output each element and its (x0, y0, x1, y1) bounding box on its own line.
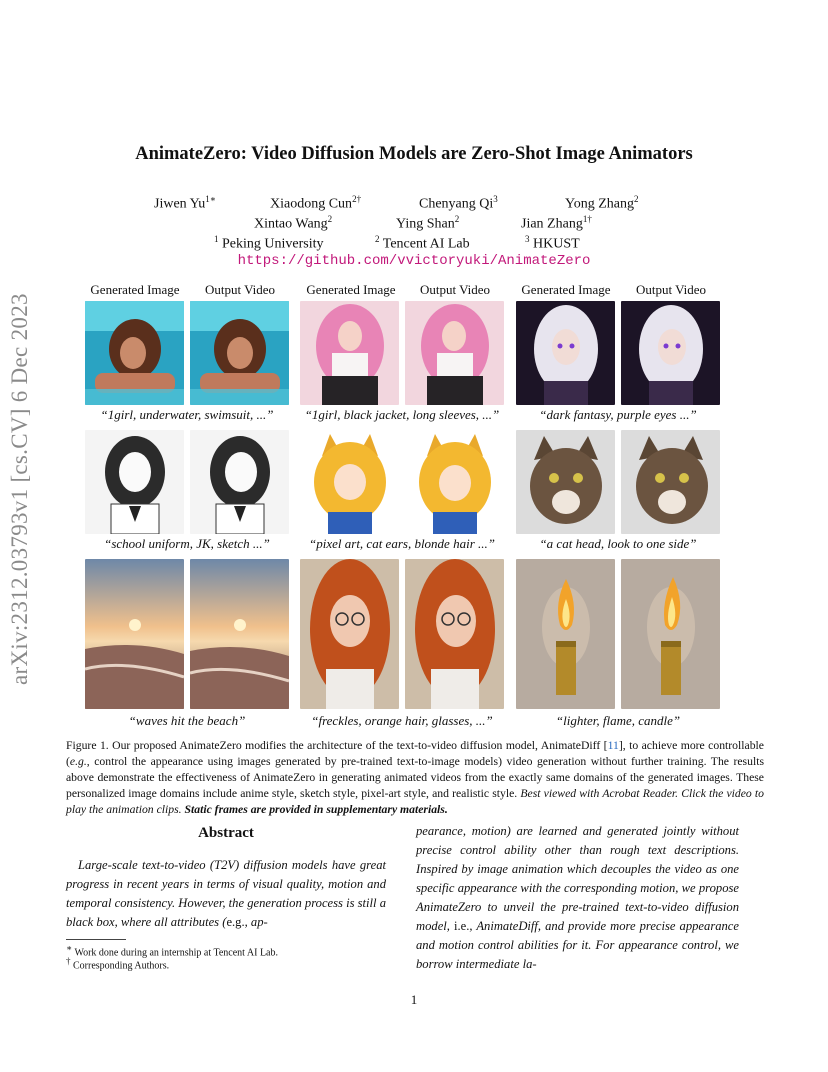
author: Xintao Wang$^2$ (254, 214, 333, 232)
thumbnail-white-hair-fantasy-image (516, 301, 615, 405)
abstract-text-right: pearance, motion) are learned and generated jointly without precise control ability other than rough text descriptions. Inspired by image animation which decouples the video as one specific appearance with the corresponding motion, we propose AnimateZero to unveil the pre-trained text-to-video diffusion model, i.e., AnimateDiff, and provide more precise appearance and motion control abilities for it. For appearance control, we borrow intermediate la- (416, 824, 739, 971)
thumbnail-candle-flame-image (516, 559, 615, 709)
authors-line-2 (0, 214, 828, 234)
column-label-output-video: Output Video (419, 282, 491, 297)
footnote: ∗ Work done during an internship at Tencent AI Lab. (66, 943, 278, 959)
prompt-caption: “a cat head, look to one side” (539, 536, 697, 551)
video-underwater-girl[interactable] (190, 301, 289, 405)
video-white-hair-fantasy[interactable] (621, 301, 720, 405)
video-red-hair-girl[interactable] (405, 559, 504, 709)
thumbnail-cat-head-image (516, 430, 615, 534)
prompt-caption: “pixel art, cat ears, blonde hair ...” (309, 536, 495, 551)
prompt-caption: “lighter, flame, candle” (555, 713, 681, 728)
author: Xiaodong Cun$^{2\dagger}$ (270, 194, 362, 212)
figure-caption: Figure 1. Our proposed AnimateZero modifies the architecture of the text-to-video diffusion model, AnimateDiff [11], to achieve more controllable (e.g., control the appearance using images generated by pre-trained text-to-image models) video generation without further training. The results above demonstrate the effectiveness of AnimateZero in generating animated videos from the exactly same domains of the generated images. These personalized image domains include anime style, sketch style, pixel-art style, and realistic style. Best viewed with Acrobat Reader. Click the video to play the animation clips. Static frames are provided in supplementary materials. (66, 739, 764, 816)
page-number: 1 (410, 992, 418, 1007)
prompt-caption: “school uniform, JK, sketch ...” (104, 536, 270, 551)
authors-line-1 (0, 194, 828, 214)
prompt-caption: “waves hit the beach” (128, 713, 246, 728)
footnote: † Corresponding Authors. (66, 956, 170, 972)
column-label-output-video: Output Video (635, 282, 707, 297)
abstract-text-left: Large-scale text-to-video (T2V) diffusion models have great progress in recent years in terms of visual quality, motion and temporal consistency. However, the generation process is still a black box, where all attributes (e.g., ap- (66, 858, 386, 929)
prompt-caption: “dark fantasy, purple eyes ...” (539, 407, 697, 422)
affiliation: $^1$ Peking University (214, 234, 324, 252)
thumbnail-pixel-cat-girl-image (300, 430, 399, 534)
video-pink-hair-girl[interactable] (405, 301, 504, 405)
thumbnail-pink-hair-girl-image (300, 301, 399, 405)
column-label-generated-image: Generated Image (306, 282, 396, 297)
footnote-divider (66, 939, 126, 940)
prompt-caption: “1girl, underwater, swimsuit, ...” (100, 407, 274, 422)
video-candle-flame[interactable] (621, 559, 720, 709)
repo-link[interactable]: https://github.com/vvictoryuki/AnimateZero (237, 253, 591, 269)
author: Jiwen $Yu^{1∗}$ (154, 194, 216, 212)
affiliation: $^2$ Tencent AI Lab (375, 234, 470, 252)
paper-title: AnimateZero: Video Diffusion Models are Zero-Shot Image Animators (135, 144, 693, 164)
author: Jian Zhang$^{1\dagger}$ (521, 214, 592, 232)
video-cat-head[interactable] (621, 430, 720, 534)
video-sketch-schoolgirl[interactable] (190, 430, 289, 534)
thumbnail-underwater-girl-image (85, 301, 184, 405)
affiliations (0, 234, 828, 254)
abstract-heading: Abstract (198, 825, 254, 841)
column-label-generated-image: Generated Image (521, 282, 611, 297)
affiliation: $^3$ HKUST (525, 234, 580, 252)
thumbnail-beach-sunset-image (85, 559, 184, 709)
column-label-generated-image: Generated Image (90, 282, 180, 297)
prompt-caption: “1girl, black jacket, long sleeves, ...” (304, 407, 500, 422)
author: Ying Shan$^2$ (396, 214, 460, 232)
author: Chenyang Qi$^3$ (419, 194, 498, 212)
author: Yong Zhang$^2$ (565, 194, 639, 212)
column-label-output-video: Output Video (204, 282, 276, 297)
prompt-caption: “freckles, orange hair, glasses, ...” (311, 713, 493, 728)
thumbnail-red-hair-girl-image (300, 559, 399, 709)
arxiv-stamp: arXiv:2312.03793v1 [cs.CV] 6 Dec 2023 (7, 293, 32, 685)
reference-link[interactable]: 11 (607, 739, 619, 752)
video-beach-sunset[interactable] (190, 559, 289, 709)
thumbnail-sketch-schoolgirl-image (85, 430, 184, 534)
video-pixel-cat-girl[interactable] (405, 430, 504, 534)
